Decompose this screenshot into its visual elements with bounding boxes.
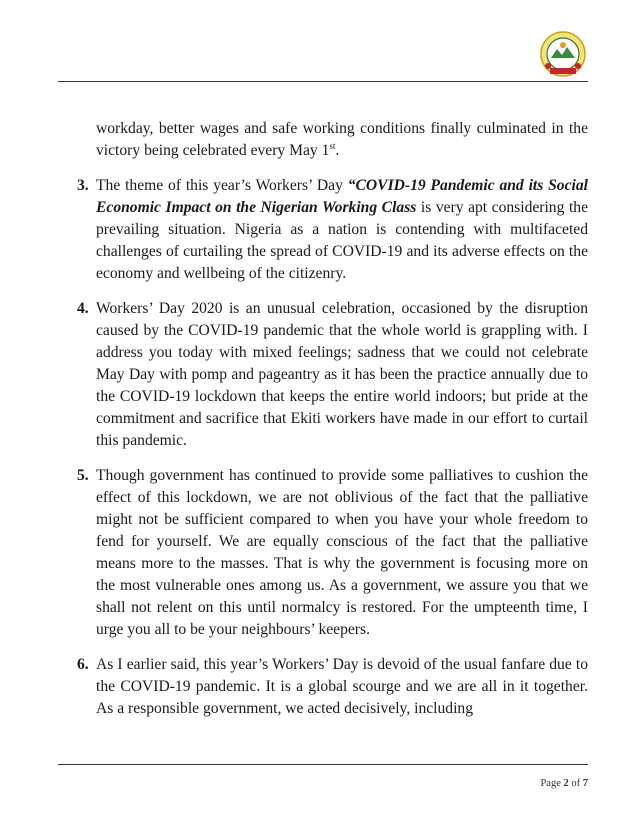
paragraph-number: 3. [77, 177, 89, 194]
workers-day-theme: “COVID-19 Pandemic and its Social Economic Impact on the Nigerian Working Class [96, 177, 588, 216]
paragraph-5: 5. Though government has continued to provide some palliatives to cushion the effect of this lockdown, we are not oblivious of the fact that the palliative might not be sufficient compared to when you have your whole freedom to fend for yourself. We are equally conscious of the fact that the palliative means more to the masses. That is why the government is focusing more on the most vulnerable ones among us. As a government, we assure you that we shall not relent on this until normalcy is restored. For the umpteenth time, I urge you all to be your neighbours’ keepers. [77, 467, 588, 638]
letter-body [78, 118, 588, 733]
paragraph-6: 6. As I earlier said, this year’s Workers’ Day is devoid of the usual fanfare due to the COVID-19 pandemic. It is a global scourge and we are all in it together. As a responsible government, we acted decisively, including [77, 656, 588, 717]
header-divider [58, 81, 588, 82]
paragraph-number: 5. [77, 467, 89, 484]
footer-divider [58, 764, 588, 765]
paragraph-3: 3. The theme of this year’s Workers’ Day “COVID-19 Pandemic and its Social Economic Impact on the Nigerian Working Class is very apt considering the prevailing situation. Nigeria as a nation is contending with multifaceted challenges of curtailing the spread of COVID-19 and its adverse effects on the economy and wellbeing of the citizenry. [77, 177, 588, 282]
paragraph-4: 4. Workers’ Day 2020 is an unusual celebration, occasioned by the disruption caused by the COVID-19 pandemic that the whole world is grappling with. I address you today with mixed feelings; sadness that we could not celebrate May Day with pomp and pageantry as it has been the practice annually due to the COVID-19 lockdown that keeps the entire world indoors; but pride at the commitment and sacrifice that Ekiti workers have made in our effort to curtail this pandemic. [77, 300, 588, 449]
paragraph-number: 4. [77, 300, 89, 317]
ekiti-state-seal-icon [538, 30, 588, 80]
paragraph-number: 6. [77, 656, 89, 673]
page-number: Page 2 of 7 [540, 778, 588, 789]
superscript-st: st [329, 140, 336, 151]
continuation-paragraph: workday, better wages and safe working conditions finally culminated in the victory being celebrated every May 1st. [96, 120, 588, 159]
